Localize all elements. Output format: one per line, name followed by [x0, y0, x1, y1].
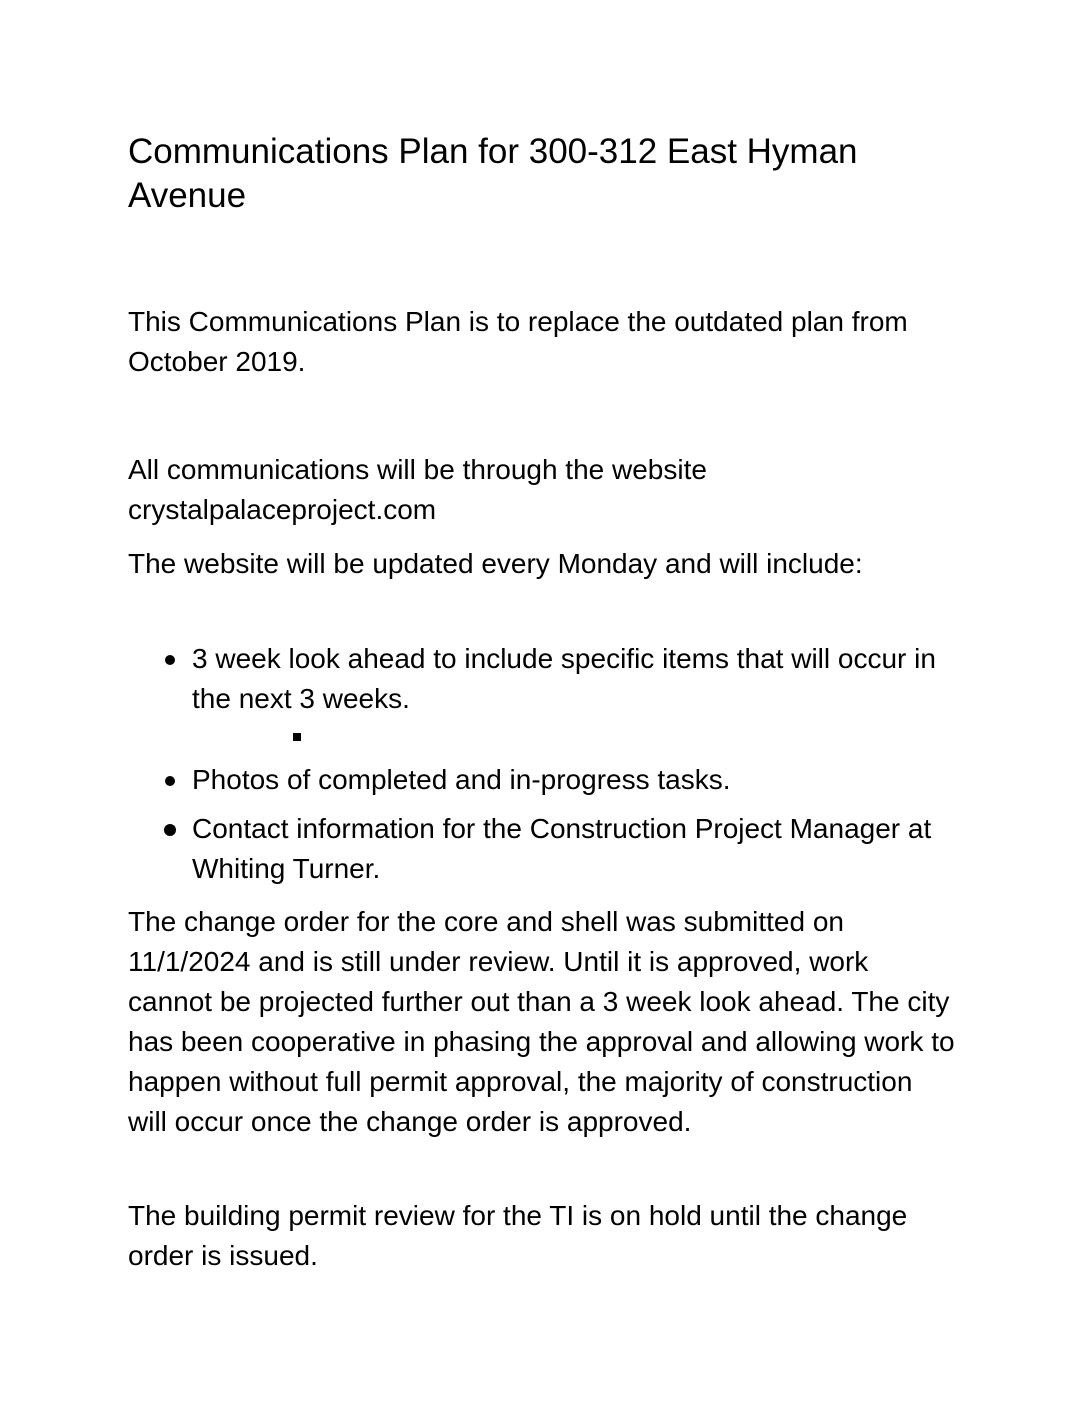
sub-bullet-square-icon — [293, 733, 301, 741]
intro-paragraph: This Communications Plan is to replace the outdated plan from October 2019. — [128, 306, 908, 377]
page-title: Communications Plan for 300-312 East Hyman Avenue — [128, 132, 858, 215]
list-item-text: 3 week look ahead to include specific items that will occur in the next 3 weeks. — [192, 643, 936, 714]
list-item-text: Photos of completed and in-progress tasks. — [192, 764, 731, 795]
list-item-text: Contact information for the Construction Project Manager at Whiting Turner. — [192, 813, 932, 884]
website-paragraph: All communications will be through the website crystalpalaceproject.com — [128, 454, 707, 525]
bullet-dot-icon — [165, 776, 175, 786]
bullet-dot-icon — [165, 655, 175, 665]
change-order-paragraph: The change order for the core and shell was submitted on 11/1/2024 and is still under review. Until it is approved, work cannot be projected further out than a 3 week look ahead. The city has been cooperative in phasing the approval and allowing work to happen without full permit approval, the majority of construction will occur once the change order is approved. — [128, 906, 955, 1137]
permit-paragraph: The building permit review for the TI is on hold until the change order is issued. — [128, 1200, 908, 1271]
update-paragraph: The website will be updated every Monday and will include: — [128, 548, 863, 579]
bullet-dot-icon — [164, 824, 176, 836]
